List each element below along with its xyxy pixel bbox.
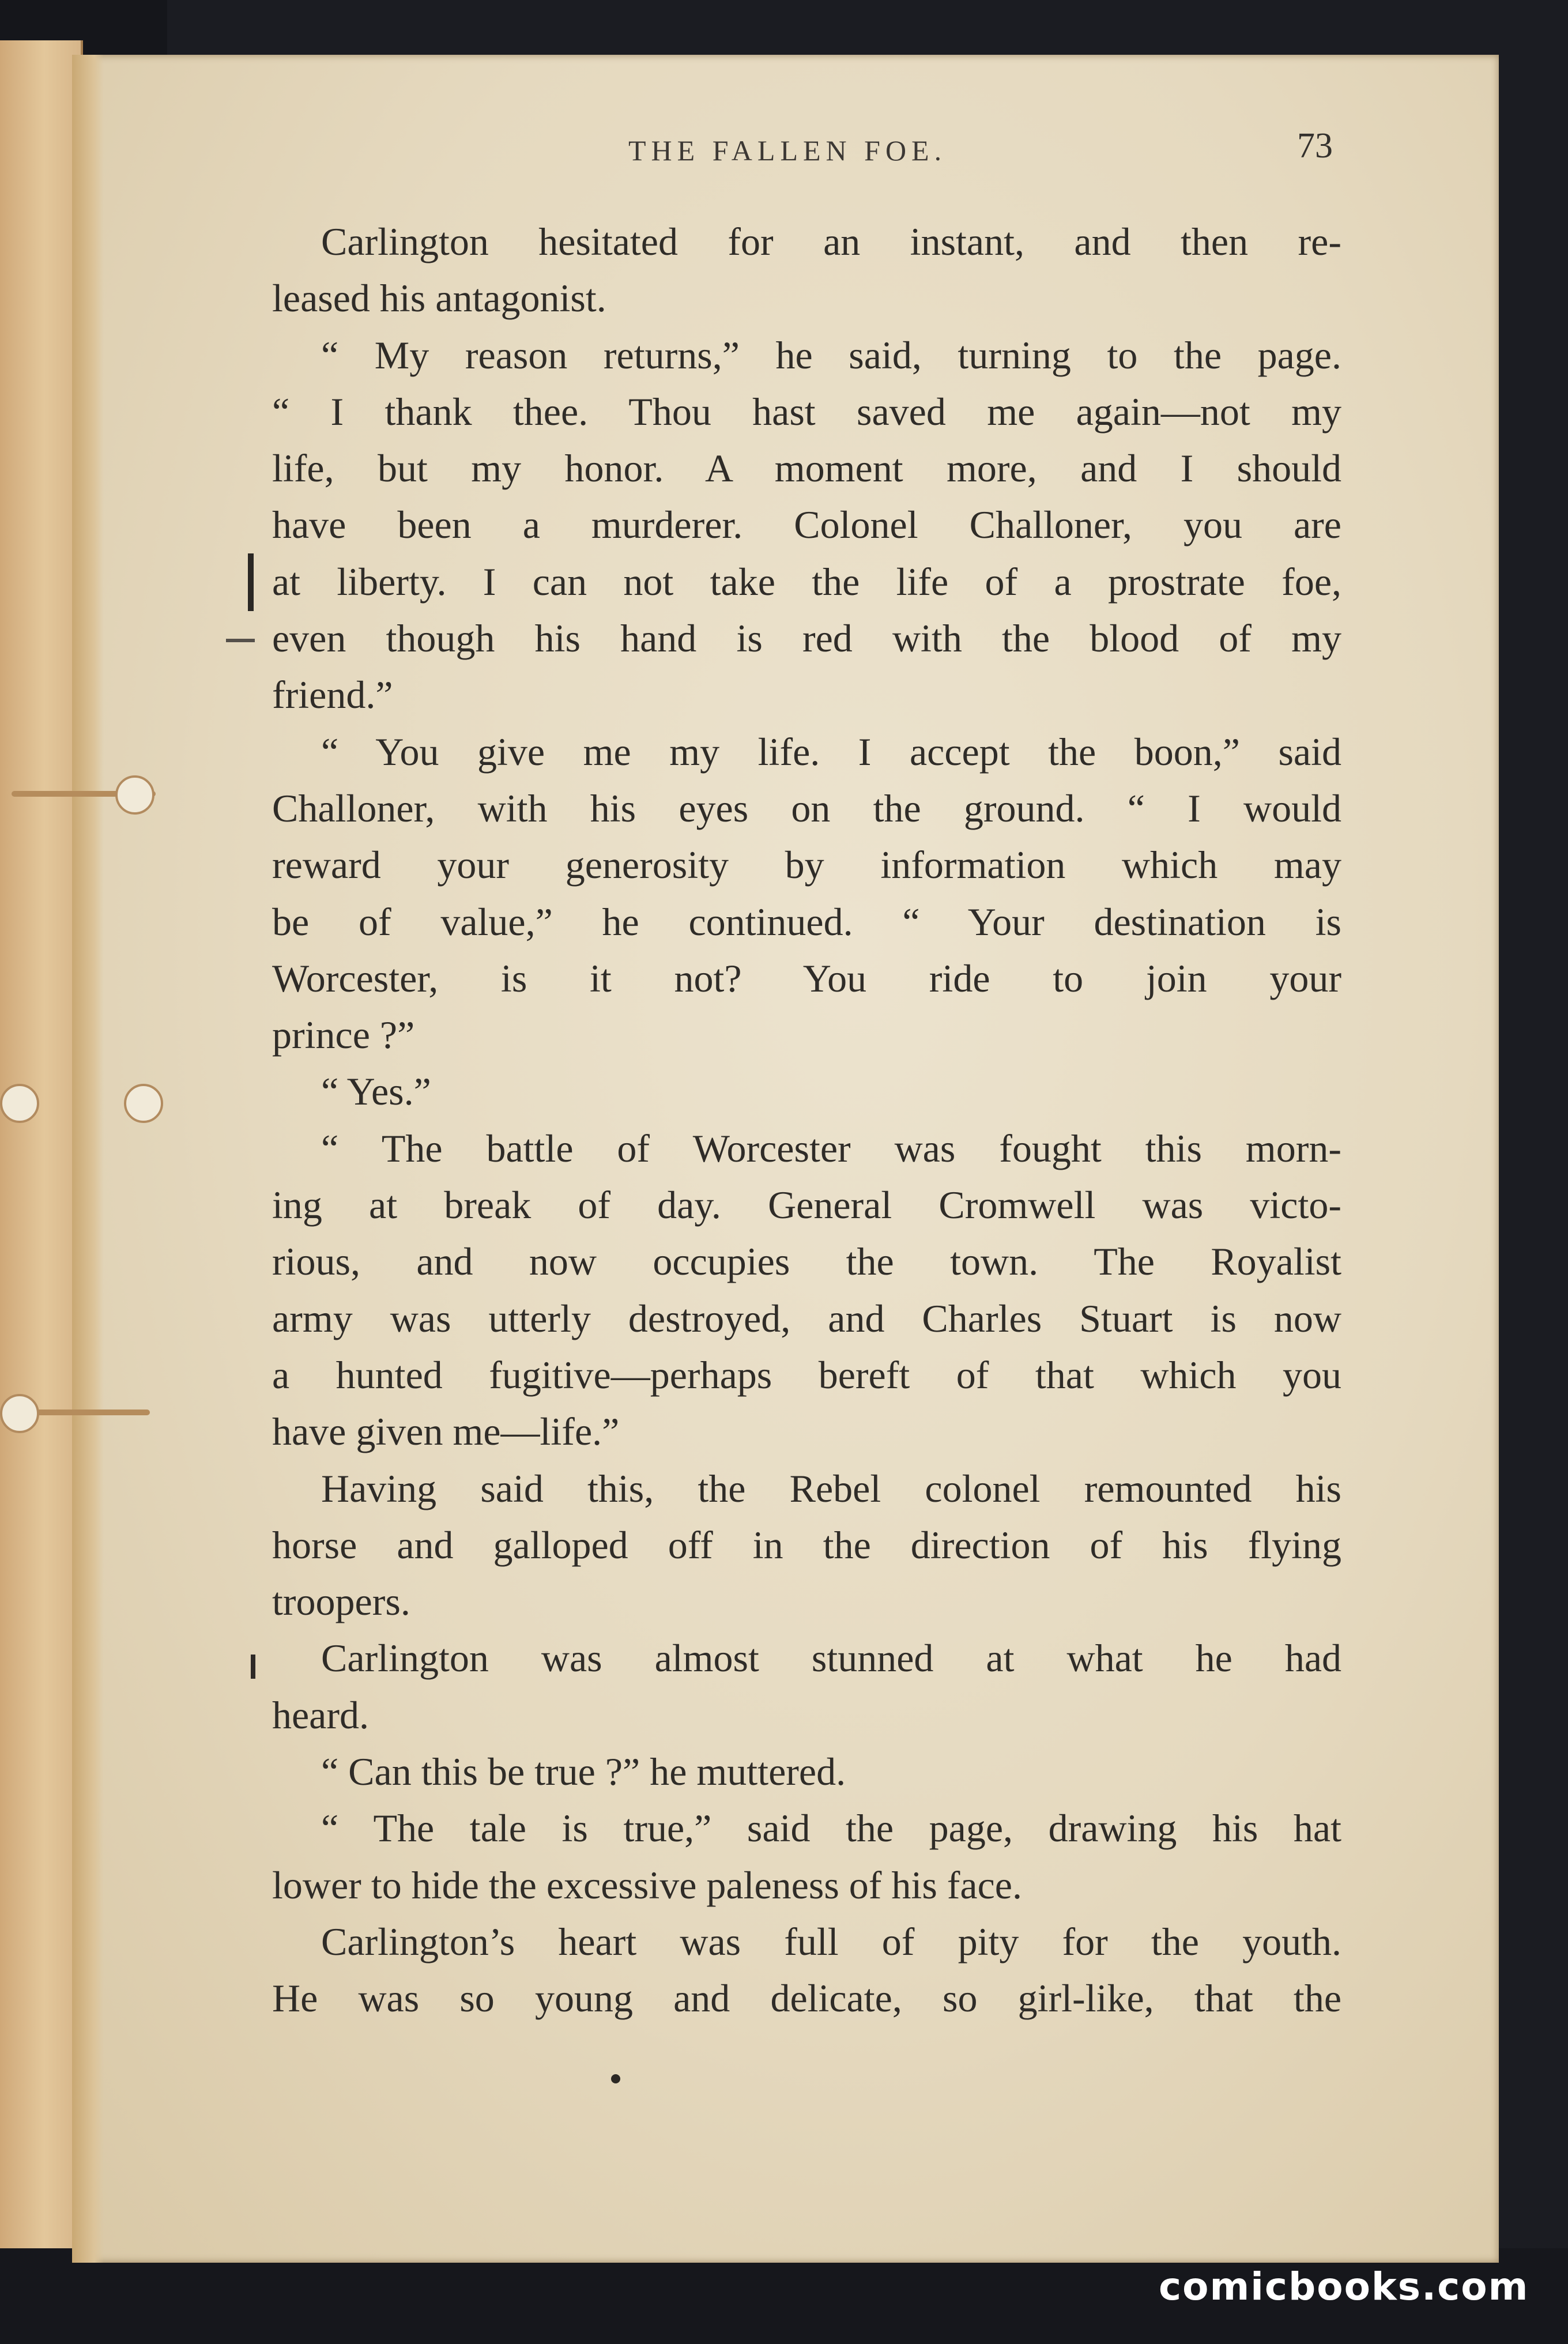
text-line: Carlington hesitated for an instant, and then re- [321,220,1341,263]
binding-hole [124,1084,163,1123]
text-line: even though his hand is red with the blood of my [272,616,1341,661]
page-number: 73 [1297,126,1333,165]
text-line: “ Yes.” [321,1069,431,1114]
text-line: troopers. [272,1580,410,1624]
text-line: Carlington’s heart was full of pity for the youth. [321,1919,1341,1964]
text-line: rious, and now occupies the town. The Royalist [272,1239,1341,1284]
text-line: He was so young and delicate, so girl-like, that the [272,1976,1341,2021]
text-line: have been a murderer. Colonel Challoner, you are [272,503,1341,547]
text-line: Challoner, with his eyes on the ground. “ I would [272,786,1341,830]
margin-mark [226,639,255,642]
text-line: leased his antagonist. [272,276,606,321]
binding-hole [0,1084,39,1123]
text-line: reward your generosity by information which may [272,843,1341,887]
text-line: ing at break of day. General Cromwell was victo- [272,1183,1341,1227]
text-line: army was utterly destroyed, and Charles Stuart is now [272,1296,1341,1340]
text-line: be of value,” he continued. “ Your destination is [272,899,1341,944]
text-line: “ The tale is true,” said the page, drawing his hat [321,1806,1341,1851]
binding-hole [115,775,154,815]
text-line: life, but my honor. A moment more, and I should [272,446,1341,491]
running-title: THE FALLEN FOE. [628,134,947,167]
text-line: “ I thank thee. Thou hast saved me again—not my [272,389,1341,434]
text-line: Worcester, is it not? You ride to join your [272,956,1341,1000]
margin-mark [248,553,254,611]
text-line: “ My reason returns,” he said, turning to the page. [321,333,1341,377]
text-line: at liberty. I can not take the life of a prostrate foe, [272,559,1341,604]
margin-mark [251,1655,255,1679]
printer-mark [611,2074,620,2083]
text-line: “ Can this be true ?” he muttered. [321,1750,846,1794]
text-line: Having said this, the Rebel colonel remounted his [321,1466,1341,1510]
previous-page-edge [0,40,83,2248]
text-line: friend.” [272,673,393,717]
page-gutter [72,55,104,2263]
text-line: have given me—life.” [272,1410,620,1454]
text-line: Carlington was almost stunned at what he had [321,1636,1341,1680]
text-line: heard. [272,1693,370,1737]
body-text [272,213,1341,2027]
text-line: horse and galloped off in the direction of his flying [272,1523,1341,1567]
text-line: a hunted fugitive—perhaps bereft of that which you [272,1352,1341,1397]
text-line: “ You give me my life. I accept the boon,” said [321,729,1341,774]
text-line: “ The battle of Worcester was fought this morn- [321,1126,1341,1170]
site-watermark: comicbooks.com [1159,2264,1529,2309]
text-line: prince ?” [272,1013,415,1057]
text-line: lower to hide the excessive paleness of his face. [272,1863,1022,1907]
binding-hole [0,1394,39,1433]
